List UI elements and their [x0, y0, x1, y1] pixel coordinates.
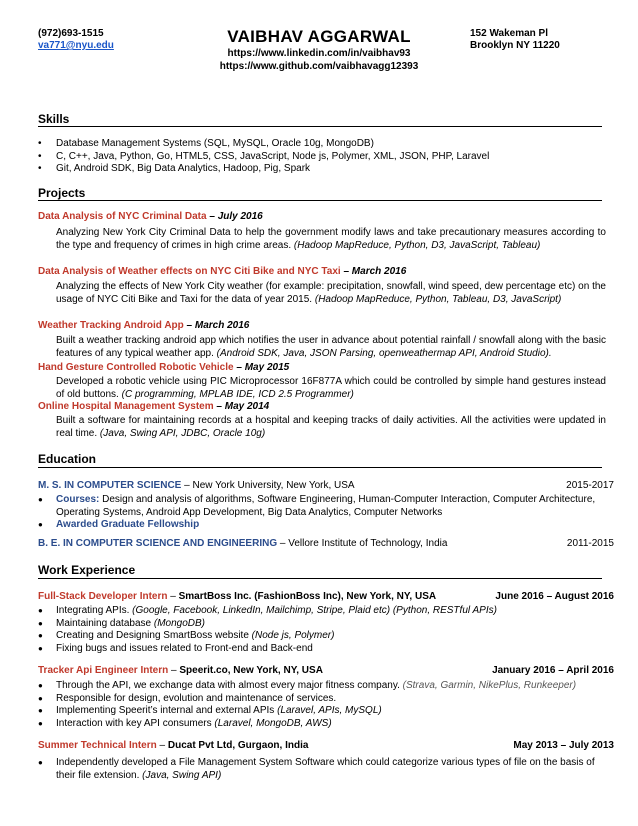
- bullet-tech: (Java, Swing API): [142, 769, 222, 781]
- bullet-text: Interaction with key API consumers: [56, 717, 215, 729]
- linkedin-link[interactable]: https://www.linkedin.com/in/vaibhav93: [227, 48, 411, 59]
- bullet-text: Maintaining database: [56, 617, 154, 629]
- award-text: Awarded Graduate Fellowship: [56, 519, 200, 530]
- project-title: Hand Gesture Controlled Robotic Vehicle – May 2015: [38, 362, 290, 373]
- applicant-name: VAIBHAV AGGARWAL: [227, 27, 411, 46]
- project-date: March 2016: [351, 266, 407, 277]
- bullet-icon: ●: [38, 706, 43, 715]
- bullet-tech: (Google, Facebook, LinkedIn, Mailchimp, Stripe, Plaid etc) (Python, RESTful APIs): [132, 605, 497, 616]
- job-role: Full-Stack Developer Intern: [38, 591, 168, 602]
- skill-text: C, C++, Java, Python, Go, HTML5, CSS, JavaScript, Node js, Polymer, XML, JSON, PHP, Laravel: [56, 150, 490, 162]
- project-tech: (Java, Swing API, JDBC, Oracle 10g): [99, 427, 266, 439]
- bullet-icon: ●: [38, 606, 43, 615]
- bullet-icon: ●: [38, 718, 43, 728]
- project-tech: (Hadoop MapReduce, Python, Tableau, D3, JavaScript): [314, 293, 562, 305]
- project-name: Hand Gesture Controlled Robotic Vehicle: [38, 362, 234, 373]
- bullet-text: Implementing Speerit’s internal and external APIs: [56, 705, 278, 716]
- degree-dates: 2011-2015: [566, 538, 614, 549]
- bullet-text: Integrating APIs.: [56, 605, 133, 616]
- bullet-text: Responsible for design, evolution and maintenance of services.: [56, 692, 337, 704]
- job-bullets: [38, 605, 608, 655]
- job-row: Full-Stack Developer Intern – SmartBoss Inc. (FashionBoss Inc), New York, NY, USA June 2016 – August 2016: [38, 591, 614, 602]
- job-role: Summer Technical Intern: [38, 740, 157, 751]
- bullet-icon: •: [38, 138, 42, 149]
- project-date: March 2016: [194, 320, 250, 331]
- bullet-icon: ●: [38, 520, 43, 529]
- skills-heading: Skills: [38, 112, 70, 126]
- job-bullet: [38, 643, 608, 656]
- courses-text: Design and analysis of algorithms, Software Engineering, Human-Computer Interaction, Computer Architecture, Operating Systems, Android App Development, Big Data Analytics, Computer Networks: [56, 494, 596, 518]
- job-bullet: [38, 757, 608, 782]
- project-description: [56, 281, 606, 306]
- project-description: [56, 415, 606, 440]
- skills-divider: [38, 126, 602, 127]
- education-row-ms: [38, 480, 614, 492]
- projects-heading: Projects: [38, 186, 86, 200]
- education-heading: Education: [38, 452, 97, 466]
- job-bullets: [38, 757, 608, 782]
- bullet-text: Fixing bugs and issues related to Front-end and Back-end: [56, 642, 313, 654]
- job-dates: June 2016 – August 2016: [495, 591, 614, 602]
- job-bullet: [38, 705, 608, 718]
- award-item: [38, 519, 608, 532]
- job-company: Ducat Pvt Ltd, Gurgaon, India: [167, 740, 309, 751]
- job-row: Summer Technical Intern – Ducat Pvt Ltd, Gurgaon, India May 2013 – July 2013: [38, 740, 614, 751]
- bullet-text: Through the API, we exchange data with almost every major fitness company.: [56, 680, 403, 691]
- project-desc-text: Developed a robotic vehicle using PIC Microprocessor 16F877A which could be controlled by simple hand gestures instead of old buttons.: [56, 376, 606, 400]
- project-name: Data Analysis of Weather effects on NYC Citi Bike and NYC Taxi: [38, 266, 341, 277]
- degree-dates: 2015-2017: [566, 480, 614, 491]
- education-row-be: [38, 538, 614, 550]
- bullet-text: Creating and Designing SmartBoss website: [56, 630, 252, 641]
- job-bullet: [38, 618, 608, 631]
- bullet-icon: ●: [38, 618, 43, 628]
- education-details: [38, 494, 608, 532]
- email-link[interactable]: va771@nyu.edu: [38, 40, 114, 51]
- job-dates: January 2016 – April 2016: [492, 665, 614, 676]
- project-tech: (C programming, MPLAB IDE, ICD 2.5 Programmer): [121, 388, 354, 400]
- project-title: Data Analysis of Weather effects on NYC Citi Bike and NYC Taxi – March 2016: [38, 266, 407, 277]
- projects-divider: [38, 200, 602, 201]
- project-tech: (Hadoop MapReduce, Python, D3, JavaScript, Tableau): [293, 239, 541, 251]
- phone-number: (972)693-1515: [38, 28, 104, 39]
- bullet-icon: ●: [38, 693, 43, 703]
- skill-text: Git, Android SDK, Big Data Analytics, Hadoop, Pig, Spark: [56, 163, 311, 174]
- address-block: [470, 28, 560, 52]
- skill-item: [38, 138, 608, 151]
- skills-list: [38, 138, 608, 176]
- bullet-icon: ●: [38, 758, 43, 767]
- education-divider: [38, 467, 602, 468]
- bullet-icon: ●: [38, 631, 43, 640]
- project-date: May 2014: [224, 401, 270, 412]
- job-company: SmartBoss Inc. (FashionBoss Inc), New York, NY, USA: [178, 591, 437, 602]
- bullet-tech: (Laravel, APIs, MySQL): [277, 705, 382, 716]
- project-title: Online Hospital Management System – May 2014: [38, 401, 270, 412]
- bullet-tech: (Strava, Garmin, NikePlus, Runkeeper): [402, 680, 577, 691]
- address-line-1: 152 Wakeman Pl: [470, 28, 549, 39]
- skill-item: [38, 163, 608, 176]
- job-dates: May 2013 – July 2013: [513, 740, 614, 751]
- courses-label: Courses:: [56, 494, 100, 505]
- work-divider: [38, 578, 602, 579]
- job-role: Tracker Api Engineer Intern: [38, 665, 169, 676]
- bullet-icon: •: [38, 163, 42, 174]
- bullet-tech: (Node js, Polymer): [251, 630, 335, 641]
- project-name: Weather Tracking Android App: [38, 320, 184, 331]
- job-bullet: [38, 718, 608, 731]
- bullet-icon: ●: [38, 495, 43, 504]
- degree-name: M. S. IN COMPUTER SCIENCE: [38, 480, 182, 491]
- courses-item: [38, 494, 608, 519]
- project-desc-text: Built a software for maintaining records at a hospital and keeping tracks of daily activities. All the activities were updated in real time.: [56, 415, 606, 439]
- project-name: Online Hospital Management System: [38, 401, 214, 412]
- address-line-2: Brooklyn NY 11220: [470, 40, 560, 51]
- github-link[interactable]: https://www.github.com/vaibhavagg12393: [219, 61, 419, 72]
- job-bullets: [38, 680, 608, 730]
- job-bullet: [38, 630, 608, 643]
- job-row: Tracker Api Engineer Intern – Speerit.co, New York, NY, USA January 2016 – April 2016: [38, 665, 614, 676]
- project-description: [56, 335, 606, 360]
- project-description: [56, 376, 606, 401]
- project-desc-text: Built a weather tracking android app which notifies the user in advance about potential rainfall / snowfall along with the basic features of any typical weather app.: [56, 335, 606, 359]
- project-date: July 2016: [217, 211, 263, 222]
- bullet-icon: ●: [38, 681, 43, 690]
- bullet-text: Independently developed a File Management System Software which could categorize various types of file on the basis of their file extension.: [56, 757, 595, 781]
- job-bullet: [38, 693, 608, 706]
- skill-item: [38, 151, 608, 164]
- project-tech: (Android SDK, Java, JSON Parsing, openweathermap API, Android Studio).: [216, 347, 552, 359]
- skill-text: Database Management Systems (SQL, MySQL, Oracle 10g, MongoDB): [56, 138, 374, 149]
- bullet-tech: (Laravel, MongoDB, AWS): [214, 717, 332, 729]
- school-name: – New York University, New York, USA: [181, 480, 355, 491]
- project-desc-text: Analyzing New York City Criminal Data to help the government modify laws and take precautionary measures according to the type and frequency of crimes in high crime areas.: [56, 227, 606, 251]
- job-bullet: [38, 680, 608, 693]
- school-name: – Vellore Institute of Technology, India: [277, 538, 448, 549]
- project-date: May 2015: [244, 362, 290, 373]
- bullet-icon: ●: [38, 643, 43, 653]
- degree-name: B. E. IN COMPUTER SCIENCE AND ENGINEERING: [38, 538, 278, 549]
- bullet-tech: (MongoDB): [153, 617, 205, 629]
- project-title: Weather Tracking Android App – March 2016: [38, 320, 250, 331]
- bullet-icon: •: [38, 150, 42, 162]
- job-bullet: [38, 605, 608, 618]
- project-description: [56, 227, 606, 252]
- project-desc-text: Analyzing the effects of New York City weather (for example: precipitation, snowfall, wind speed, dew percentage etc) on the usage of NYC Citi Bike and Taxi for the data of year 2015.: [56, 281, 606, 305]
- work-heading: Work Experience: [38, 563, 136, 577]
- job-company: Speerit.co, New York, NY, USA: [179, 665, 323, 676]
- project-title: Data Analysis of NYC Criminal Data – July 2016: [38, 211, 263, 222]
- project-name: Data Analysis of NYC Criminal Data: [38, 211, 207, 222]
